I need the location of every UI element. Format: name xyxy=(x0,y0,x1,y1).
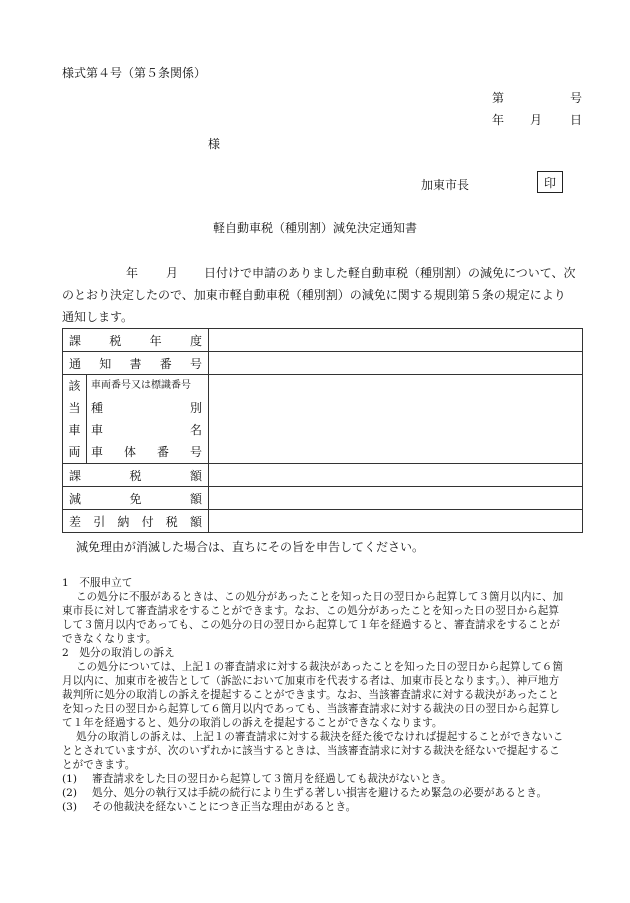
row-label xyxy=(63,510,209,533)
value-reduction-amount[interactable] xyxy=(209,487,583,510)
vehicle-group-char: 両 xyxy=(68,445,81,459)
vehicle-group-row xyxy=(63,375,583,464)
row-label xyxy=(63,487,209,510)
label-vehicle-plate-number: 車両番号又は標識番号 xyxy=(91,380,191,391)
date-year-label: 年 xyxy=(492,113,505,127)
notes-para-2-line: この処分については、上記１の審査請求に対する裁決があったことを知った日の翌日から起算して６箇 xyxy=(76,661,563,673)
doc-number-prefix: 第 xyxy=(492,91,505,105)
notes-para-1-line: この処分に不服があるときは、この処分があったことを知った日の翌日から起算して３箇月以内に、加 xyxy=(76,591,564,603)
value-tax-year[interactable] xyxy=(209,329,583,352)
value-notice-number[interactable] xyxy=(209,352,583,375)
label-chassis-number: 車 体 番 号 xyxy=(91,445,202,459)
label-net-payment: 差 引 納 付 税 額 xyxy=(69,514,202,529)
list-item-text: その他裁決を経ないことにつき正当な理由があるとき。 xyxy=(92,801,357,813)
label-vehicle-name: 車 名 xyxy=(91,423,202,437)
notes-para-1-line: 東市長に対して審査請求をすることができます。なお、この処分があったことを知った日の翌日から起算 xyxy=(62,605,559,617)
intro-line-2: のとおり決定したので、加東市軽自動車税（種別割）の減免に関する規則第５条の規定により xyxy=(62,288,566,302)
list-item-number: (2) xyxy=(62,787,78,799)
document-title: 軽自動車税（種別割）減免決定通知書 xyxy=(212,221,417,235)
notes-para-3-line: 処分の取消しの訴えは、上記１の審査請求に対する裁決を経た後でなければ提起することができないこ xyxy=(76,731,564,743)
notes-heading-1: 1 不服申立て xyxy=(62,577,133,589)
table-row xyxy=(63,352,583,375)
notes-heading-2: 2 処分の取消しの訴え xyxy=(62,647,175,659)
table-row xyxy=(63,329,583,352)
intro-year: 年 xyxy=(126,266,139,280)
decision-table xyxy=(62,328,583,533)
vehicle-item-labels xyxy=(87,375,209,464)
row-label xyxy=(63,464,209,487)
notes-para-1-line: して３箇月以内であっても、この処分の日の翌日から起算して１年を経過すると、審査請求をすることが xyxy=(62,619,560,631)
notes-para-2-line: を知った日の翌日から起算して６箇月以内であっても、当該審査請求に対する裁決の日の翌日から起算し xyxy=(62,703,560,715)
table-row xyxy=(63,487,583,510)
seal-box xyxy=(537,171,563,193)
row-label xyxy=(63,352,209,375)
notes-para-3-line: ととされていますが、次のいずれかに該当するときは、当該審査請求に対する裁決を経ないで提起するこ xyxy=(62,745,560,757)
list-item xyxy=(62,800,584,814)
list-item xyxy=(62,772,584,786)
list-item xyxy=(62,786,584,800)
row-label xyxy=(63,329,209,352)
label-tax-year: 課 税 年 度 xyxy=(69,333,202,348)
label-tax-amount: 課 税 額 xyxy=(69,468,202,483)
table-row xyxy=(63,510,583,533)
notes-para-1-line: できなくなります。 xyxy=(62,633,157,645)
vehicle-group-char: 該 xyxy=(68,379,81,393)
intro-line-3: 通知します。 xyxy=(62,310,134,324)
list-item-number: (1) xyxy=(62,773,78,785)
appeal-notes xyxy=(62,576,584,814)
list-item-text: 審査請求をした日の翌日から起算して３箇月を経過しても裁決がないとき。 xyxy=(92,773,452,785)
addressee-honorific: 様 xyxy=(208,137,221,151)
label-vehicle-type: 種 別 xyxy=(91,401,202,415)
issuer-name: 加東市長 xyxy=(421,178,470,192)
notes-para-2-line: 月以内に、加東市を被告として（訴訟において加東市を代表する者は、加東市長となります。）、神戸地方 xyxy=(62,675,560,687)
value-vehicle-info[interactable] xyxy=(209,375,583,464)
date-month-label: 月 xyxy=(530,113,543,127)
table-row xyxy=(63,464,583,487)
intro-month: 月 xyxy=(166,266,179,280)
list-item-text: 処分、処分の執行又は手続の続行により生ずる著しい損害を避けるため緊急の必要があるとき。 xyxy=(92,787,548,799)
notes-para-2-line: 裁判所に処分の取消しの訴えを提起することができます。なお、当該審査請求に対する裁決があったこと xyxy=(62,689,559,701)
list-item-number: (3) xyxy=(62,801,78,813)
after-table-note: 減免理由が消滅した場合は、直ちにその旨を申告してください。 xyxy=(76,540,425,554)
label-notice-number: 通 知 書 番 号 xyxy=(69,356,202,371)
vehicle-group-label xyxy=(63,375,87,464)
date-day-label: 日 xyxy=(570,113,583,127)
intro-line-1: 日付けで申請のありました軽自動車税（種別割）の減免について、次 xyxy=(204,266,576,280)
doc-number-suffix: 号 xyxy=(570,91,583,105)
value-tax-amount[interactable] xyxy=(209,464,583,487)
seal-label: 印 xyxy=(543,175,556,190)
vehicle-group-char: 当 xyxy=(68,401,81,415)
vehicle-group-char: 車 xyxy=(68,423,81,437)
notes-para-3-line: とができます。 xyxy=(62,759,136,771)
form-number: 様式第４号（第５条関係） xyxy=(62,66,207,80)
label-reduction-amount: 減 免 額 xyxy=(69,491,202,506)
notes-para-2-line: て１年を経過すると、処分の取消しの訴えを提起することができなくなります。 xyxy=(62,717,443,729)
value-net-payment[interactable] xyxy=(209,510,583,533)
